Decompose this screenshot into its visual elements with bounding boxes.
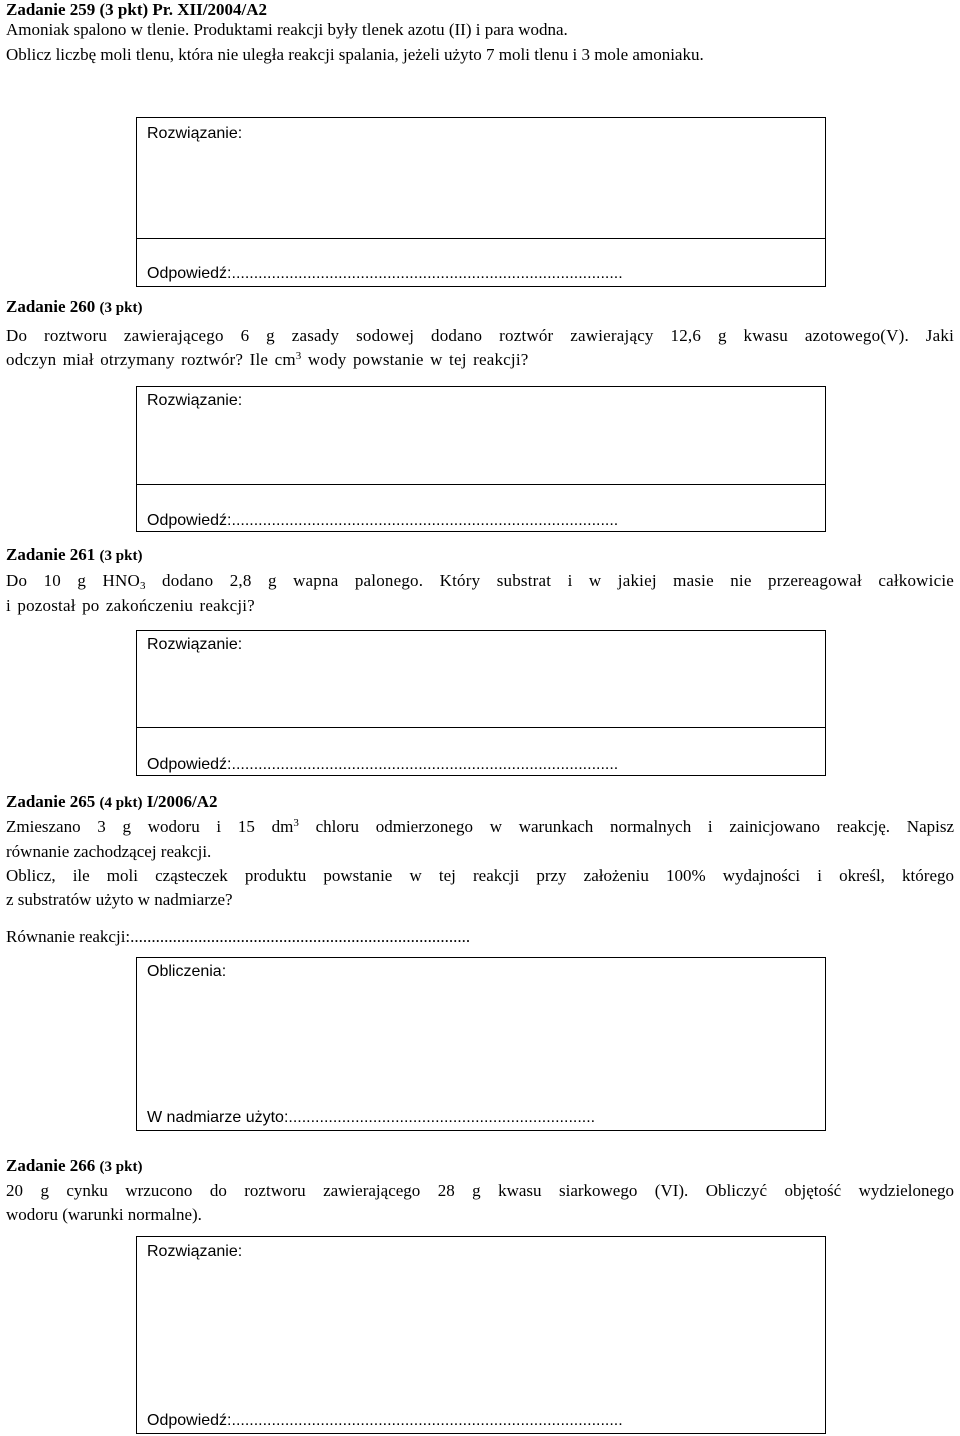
- task-261-text-b: dodano 2,8 g wapna palonego. Który substrat i w jakiej masie nie przereagował całkowicie: [145, 571, 954, 590]
- answer-line: Odpowiedź:........................................................................................: [147, 1412, 623, 1429]
- task-266-text-line-2: wodoru (warunki normalne).: [6, 1205, 202, 1224]
- task-259-title: Zadanie 259 (3 pkt) Pr. XII/2004/A2: [6, 0, 268, 19]
- task-261-answer-box: [136, 630, 826, 776]
- box-divider: [137, 238, 825, 239]
- task-260-title: [6, 297, 142, 318]
- solution-label: Rozwiązanie:: [147, 125, 243, 142]
- task-265-number: Zadanie 265: [6, 792, 96, 811]
- task-265-text-a: Zmieszano 3 g wodoru i 15 dm: [6, 817, 294, 836]
- task-265-source: I/2006/A2: [146, 792, 218, 811]
- task-265-answer-box: [136, 957, 826, 1131]
- subscript: 3: [139, 580, 146, 592]
- task-261-title: [6, 545, 142, 566]
- answer-line: Odpowiedź:.......................................................................................: [147, 512, 619, 529]
- task-259-text-line-1: Amoniak spalono w tlenie. Produktami reakcji były tlenek azotu (II) i para wodna.: [6, 20, 568, 39]
- box-divider: [137, 727, 825, 728]
- calculations-label: Obliczenia:: [147, 963, 227, 980]
- task-266-number: Zadanie 266: [6, 1156, 96, 1175]
- task-265-text-b: chloru odmierzonego w warunkach normalnych i zainicjowano reakcję. Napisz: [298, 817, 954, 836]
- task-260-answer-box: [136, 386, 826, 532]
- superscript: 3: [295, 350, 302, 362]
- task-266-title: [6, 1156, 142, 1177]
- task-259-text-line-2: Oblicz liczbę moli tlenu, która nie uległa reakcji spalania, jeżeli użyto 7 moli tlenu i 3 mole amoniaku.: [6, 45, 704, 64]
- task-261-points: (3 pkt): [99, 548, 143, 564]
- task-260-text-a: odczyn miał otrzymany roztwór? Ile cm: [6, 350, 296, 369]
- task-260-points: (3 pkt): [99, 300, 143, 316]
- task-260-text-line-2: [6, 350, 528, 370]
- task-265-text-line-1: [6, 817, 954, 837]
- task-265-text-line-3: Oblicz, ile moli cząsteczek produktu powstanie w tej reakcji przy założeniu 100% wydajności i określ, którego: [6, 866, 954, 885]
- task-265-title: [6, 792, 218, 813]
- task-265-text-line-2: równanie zachodzącej reakcji.: [6, 842, 212, 861]
- task-266-text-line-1: 20 g cynku wrzucono do roztworu zawierającego 28 g kwasu siarkowego (VI). Obliczyć objętość wydzielonego: [6, 1181, 954, 1200]
- task-259-answer-box: [136, 117, 826, 287]
- answer-line: Odpowiedź:.......................................................................................: [147, 756, 619, 773]
- task-261-text-line-2: i pozostał po zakończeniu reakcji?: [6, 596, 255, 615]
- excess-answer-line: W nadmiarze użyto:.....................................................................: [147, 1109, 596, 1126]
- box-divider: [137, 484, 825, 485]
- task-260-number: Zadanie 260: [6, 297, 96, 316]
- task-261-text-line-1: [6, 571, 954, 591]
- task-265-points: (4 pkt): [99, 795, 143, 811]
- task-266-points: (3 pkt): [99, 1159, 143, 1175]
- task-261-text-a: Do 10 g HNO: [6, 571, 140, 590]
- answer-line: Odpowiedź:........................................................................................: [147, 265, 623, 282]
- solution-label: Rozwiązanie:: [147, 392, 243, 409]
- task-260-text-line-1: Do roztworu zawierającego 6 g zasady sodowej dodano roztwór zawierający 12,6 g kwasu azotowego(V). Jaki: [6, 326, 954, 345]
- task-261-number: Zadanie 261: [6, 545, 96, 564]
- task-265-text-line-4: z substratów użyto w nadmiarze?: [6, 890, 233, 909]
- task-265-equation-line: Równanie reakcji:................................................................................: [6, 927, 471, 946]
- superscript: 3: [293, 817, 299, 829]
- solution-label: Rozwiązanie:: [147, 1243, 243, 1260]
- task-260-text-b: wody powstanie w tej reakcji?: [301, 350, 529, 369]
- task-266-answer-box: [136, 1236, 826, 1434]
- solution-label: Rozwiązanie:: [147, 636, 243, 653]
